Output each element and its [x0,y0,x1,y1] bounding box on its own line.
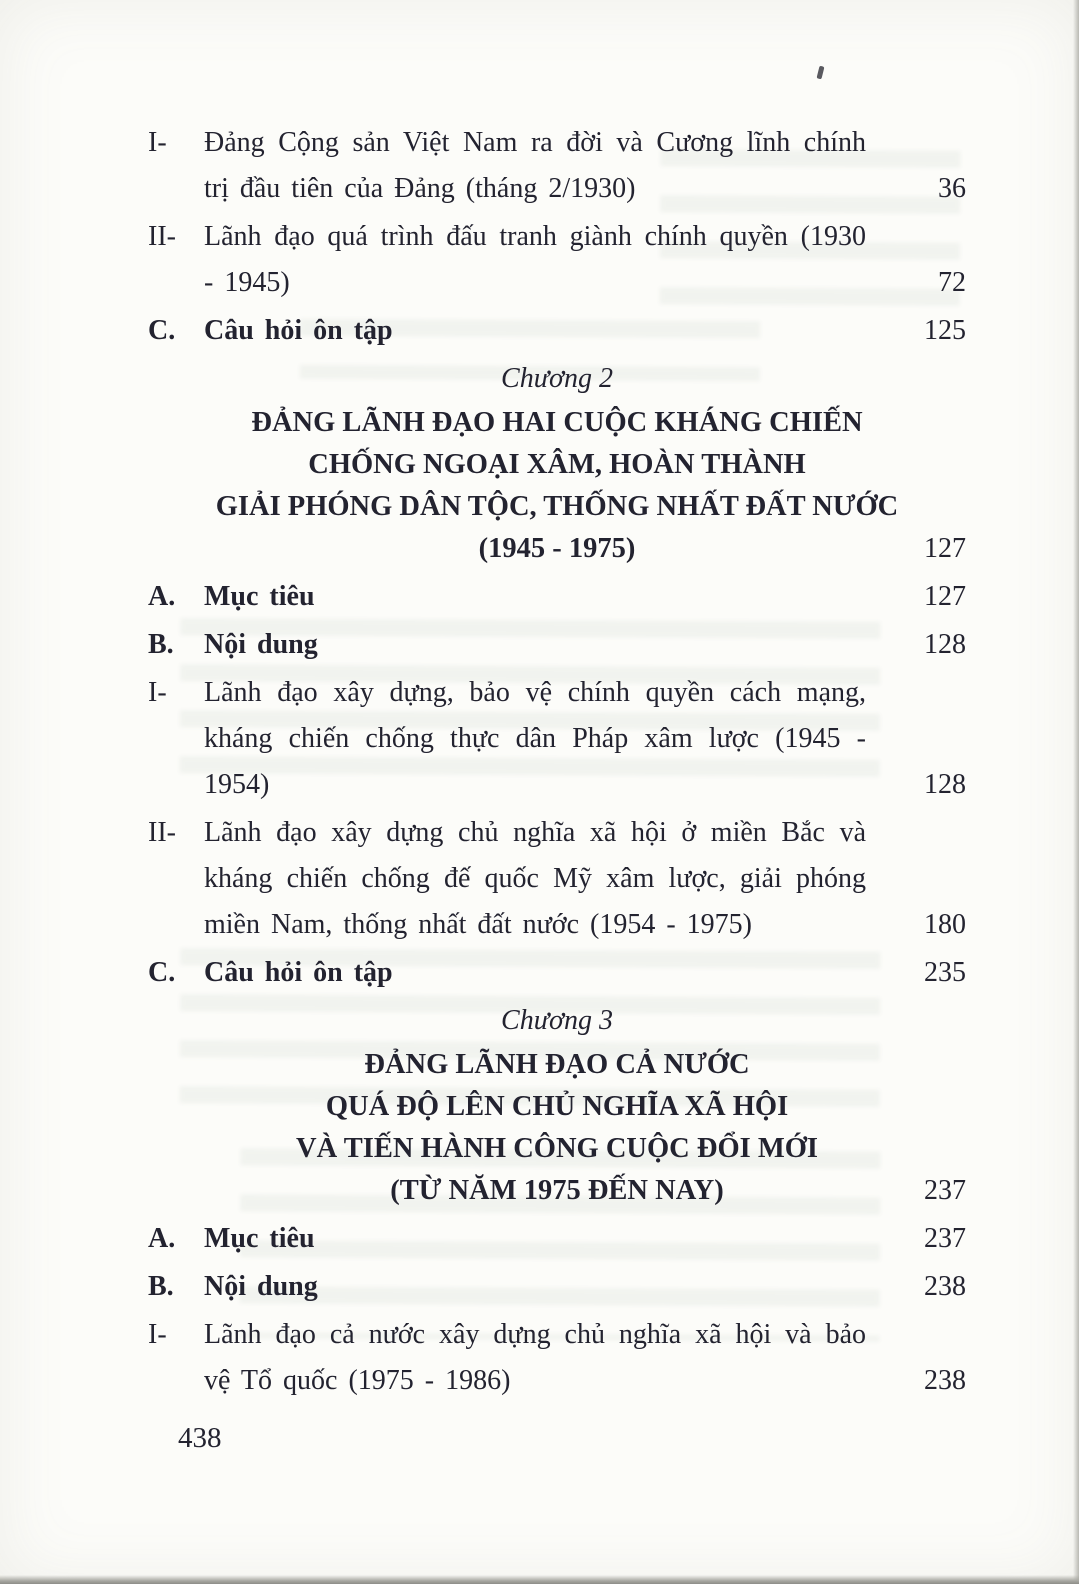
toc-entry [148,622,966,668]
toc-entry-page: 128 [924,629,966,660]
toc-entry-text: Câu hỏi ôn tập [204,315,393,346]
toc-entry [148,308,966,354]
toc-entry-text: Mục tiêu [204,581,315,612]
toc-entry-label: II- [148,817,176,848]
toc-entry-page: 238 [924,1365,966,1396]
toc-entry-label: C. [148,315,176,346]
page-number-footer: 438 [178,1422,222,1454]
toc-entry [148,574,966,620]
chapter-title-line: CHỐNG NGOẠI XÂM, HOÀN THÀNH [308,449,806,480]
toc-entry-page: 238 [924,1271,966,1302]
toc-entry-label: A. [148,1223,176,1254]
toc-entry-page: 72 [938,267,966,298]
toc-entry [148,810,966,948]
toc-entry-label: A. [148,581,176,612]
toc-entry-text: Lãnh đạo cả nước xây dựng chủ nghĩa xã hội và bảo vệ Tổ quốc (1975 - 1986) [204,1319,866,1396]
toc-entry [148,670,966,808]
chapter-title-line [148,1170,966,1212]
toc-entry-label: B. [148,1271,174,1302]
toc-entry-label: C. [148,957,176,988]
toc-entry [148,214,966,306]
table-of-contents [148,120,966,1406]
toc-entry [148,120,966,212]
toc-entry-page: 180 [924,909,966,940]
scan-edge-bottom [0,1575,1079,1584]
toc-entry-text: Câu hỏi ôn tập [204,957,393,988]
chapter-heading [148,998,966,1212]
toc-entry-page: 237 [924,1223,966,1254]
toc-entry-text: Đảng Cộng sản Việt Nam ra đời và Cương lĩnh chính trị đầu tiên của Đảng (tháng 2/1930) [204,127,866,204]
toc-entry [148,1312,966,1404]
chapter-number-label: Chương 3 [501,1005,613,1036]
chapter-title-line: ĐẢNG LÃNH ĐẠO CẢ NƯỚC [364,1049,750,1080]
toc-entry-page: 125 [924,315,966,346]
toc-entry-label: I- [148,1319,167,1350]
chapter-title-line [148,528,966,570]
toc-entry-page: 128 [924,769,966,800]
chapter-title-line: QUÁ ĐỘ LÊN CHỦ NGHĨA XÃ HỘI [325,1091,789,1122]
chapter-title-line: ĐẢNG LÃNH ĐẠO HAI CUỘC KHÁNG CHIẾN [251,407,863,438]
toc-entry-text: Nội dung [204,629,318,660]
toc-entry-text: Lãnh đạo xây dựng chủ nghĩa xã hội ở miền Bắc và kháng chiến chống đế quốc Mỹ xâm lược, giải phóng miền Nam, thống nhất đất nước (1954 - 1975) [204,817,866,940]
toc-entry [148,1216,966,1262]
toc-entry-text: Nội dung [204,1271,318,1302]
toc-entry [148,950,966,996]
chapter-years: (1945 - 1975) [478,533,636,564]
chapter-page: 127 [924,533,966,564]
chapter-title-line: GIẢI PHÓNG DÂN TỘC, THỐNG NHẤT ĐẤT NƯỚC [215,491,899,522]
toc-entry [148,1264,966,1310]
toc-entry-page: 127 [924,581,966,612]
chapter-heading [148,356,966,570]
toc-entry-text: Lãnh đạo quá trình đấu tranh giành chính quyền (1930 - 1945) [204,221,866,298]
chapter-number-label: Chương 2 [501,363,613,394]
toc-entry-page: 36 [938,173,966,204]
chapter-page: 237 [924,1175,966,1206]
scan-speck [817,66,825,80]
toc-entry-text: Lãnh đạo xây dựng, bảo vệ chính quyền cách mạng, kháng chiến chống thực dân Pháp xâm lược (1945 - 1954) [204,677,866,800]
toc-entry-label: I- [148,677,167,708]
toc-entry-label: B. [148,629,174,660]
toc-entry-label: II- [148,221,176,252]
toc-entry-label: I- [148,127,167,158]
toc-entry-page: 235 [924,957,966,988]
scan-edge-right [1073,0,1079,1584]
chapter-years: (TỪ NĂM 1975 ĐẾN NAY) [390,1175,724,1206]
toc-entry-text: Mục tiêu [204,1223,315,1254]
chapter-title-line: VÀ TIẾN HÀNH CÔNG CUỘC ĐỔI MỚI [295,1133,818,1164]
